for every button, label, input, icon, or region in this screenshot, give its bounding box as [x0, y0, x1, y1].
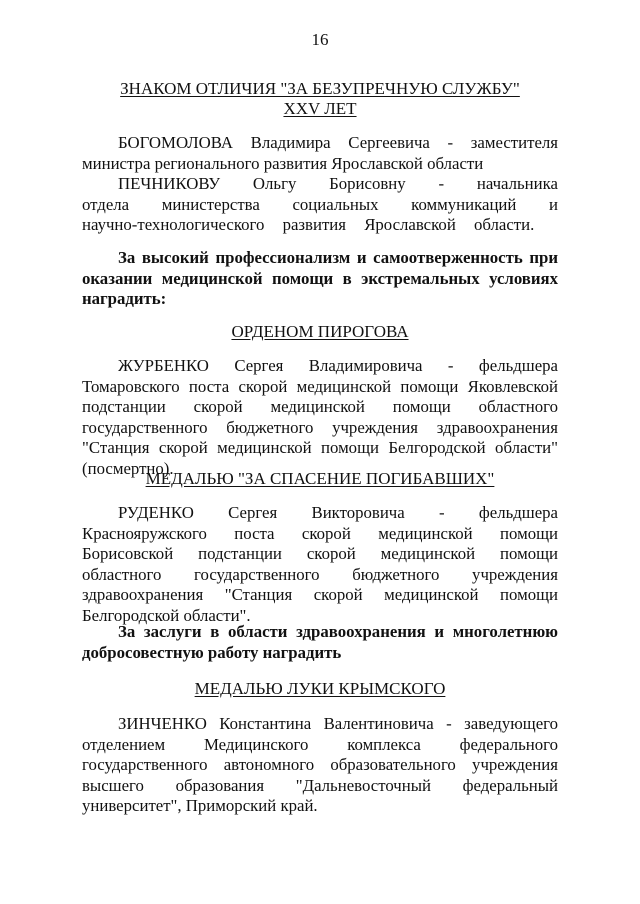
- heading-medal-spasenie: МЕДАЛЬЮ "ЗА СПАСЕНИЕ ПОГИБАВШИХ": [145, 469, 495, 488]
- award-entry-bogomolov: БОГОМОЛОВА Владимира Сергеевича - заместителя министра регионального развития Ярославской области: [82, 133, 558, 173]
- award-entry-zhurbenko: ЖУРБЕНКО Сергея Владимировича - фельдшера Томаровского поста скорой медицинской помощи Яковлевской подстанции скорой медицинской помощи областного государственного бюджетного учреждения здравоохранения "Станция скорой медицинской помощи Белгородской области" (посмертно).: [82, 356, 558, 478]
- page-number: 16: [311, 30, 329, 49]
- award-intro-professionalism: За высокий профессионализм и самоотверженность при оказании медицинской помощи в экстремальных условиях наградить:: [82, 248, 558, 308]
- award-entry-pechnikova: ПЕЧНИКОВУ Ольгу Борисовну - начальника отдела министерства социальных коммуникаций и научно-технологического развития Ярославской области.: [82, 174, 558, 234]
- heading-znak-otlichiya: ЗНАКОМ ОТЛИЧИЯ "ЗА БЕЗУПРЕЧНУЮ СЛУЖБУ": [120, 79, 520, 98]
- heading-xxv-let: XXV ЛЕТ: [283, 99, 357, 118]
- heading-medal-luki-krymskogo: МЕДАЛЬЮ ЛУКИ КРЫМСКОГО: [194, 679, 446, 698]
- award-intro-merit: За заслуги в области здравоохранения и многолетнюю добросовестную работу наградить: [82, 622, 558, 662]
- heading-orden-pirogova: ОРДЕНОМ ПИРОГОВА: [231, 322, 409, 341]
- award-entry-zinchenko: ЗИНЧЕНКО Константина Валентиновича - заведующего отделением Медицинского комплекса федерального государственного автономного образовательного учреждения высшего образования "Дальневосточный федеральный университет", Приморский край.: [82, 714, 558, 815]
- award-entry-rudenko: РУДЕНКО Сергея Викторовича - фельдшера Краснояружского поста скорой медицинской помощи Борисовской подстанции скорой медицинской помощи областного государственного бюджетного учреждения здравоохранения "Станция скорой медицинской помощи Белгородской области".: [82, 503, 558, 625]
